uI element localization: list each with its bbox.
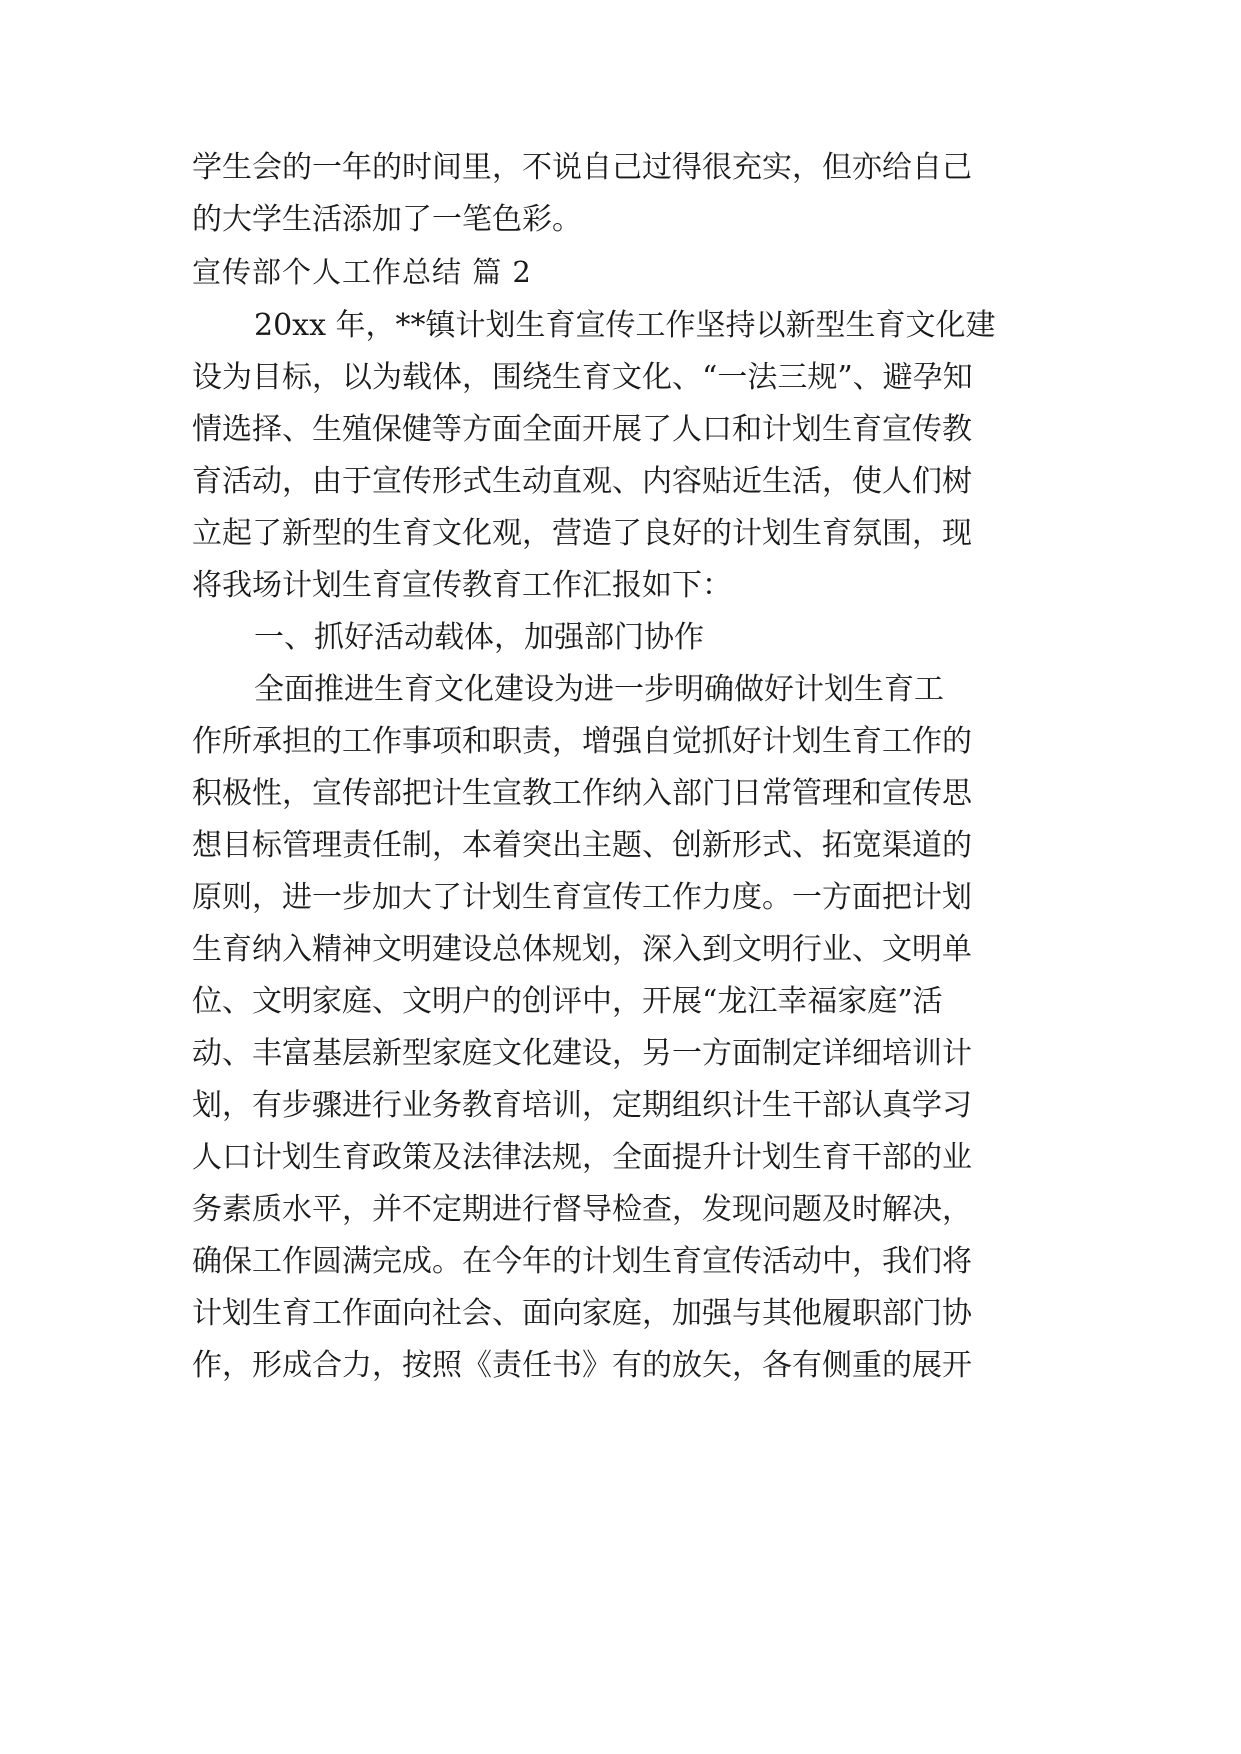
text-line: 作，形成合力，按照《责任书》有的放矢，各有侧重的展开 bbox=[192, 1348, 972, 1383]
text-line: 动、丰富基层新型家庭文化建设，另一方面制定详细培训计 bbox=[192, 1036, 972, 1071]
text-line: 设为目标，以为载体，围绕生育文化、“一法三规”、避孕知 bbox=[192, 360, 973, 395]
text-line: 确保工作圆满完成。在今年的计划生育宣传活动中，我们将 bbox=[192, 1244, 972, 1279]
text-line: 生育纳入精神文明建设总体规划，深入到文明行业、文明单 bbox=[192, 932, 972, 967]
text-line: 的大学生活添加了一笔色彩。 bbox=[192, 202, 582, 237]
text-line: 原则，进一步加大了计划生育宣传工作力度。一方面把计划 bbox=[192, 880, 972, 915]
text-line: 情选择、生殖保健等方面全面开展了人口和计划生育宣传教 bbox=[192, 412, 972, 447]
text-line: 划，有步骤进行业务教育培训，定期组织计生干部认真学习 bbox=[192, 1088, 972, 1123]
text-line: 务素质水平，并不定期进行督导检查，发现问题及时解决， bbox=[192, 1192, 972, 1227]
text-line: 育活动，由于宣传形式生动直观、内容贴近生活，使人们树 bbox=[192, 464, 972, 499]
text-line: 全面推进生育文化建设为进一步明确做好计划生育工 bbox=[254, 672, 944, 707]
text-line: 立起了新型的生育文化观，营造了良好的计划生育氛围，现 bbox=[192, 516, 972, 551]
text-line: 20xx 年，**镇计划生育宣传工作坚持以新型生育文化建 bbox=[254, 308, 996, 343]
text-line: 积极性，宣传部把计生宣教工作纳入部门日常管理和宣传思 bbox=[192, 776, 972, 811]
section-heading: 宣传部个人工作总结 篇 2 bbox=[192, 255, 532, 289]
text-line: 学生会的一年的时间里，不说自己过得很充实，但亦给自己 bbox=[192, 150, 972, 185]
text-line: 作所承担的工作事项和职责，增强自觉抓好计划生育工作的 bbox=[192, 724, 972, 759]
text-line: 计划生育工作面向社会、面向家庭，加强与其他履职部门协 bbox=[192, 1296, 972, 1331]
text-line: 想目标管理责任制，本着突出主题、创新形式、拓宽渠道的 bbox=[192, 828, 972, 863]
text-line: 位、文明家庭、文明户的创评中，开展“龙江幸福家庭”活 bbox=[192, 984, 943, 1019]
text-line: 将我场计划生育宣传教育工作汇报如下： bbox=[192, 568, 732, 603]
text-line: 人口计划生育政策及法律法规，全面提升计划生育干部的业 bbox=[192, 1140, 972, 1175]
subsection-heading: 一、抓好活动载体，加强部门协作 bbox=[254, 620, 704, 655]
